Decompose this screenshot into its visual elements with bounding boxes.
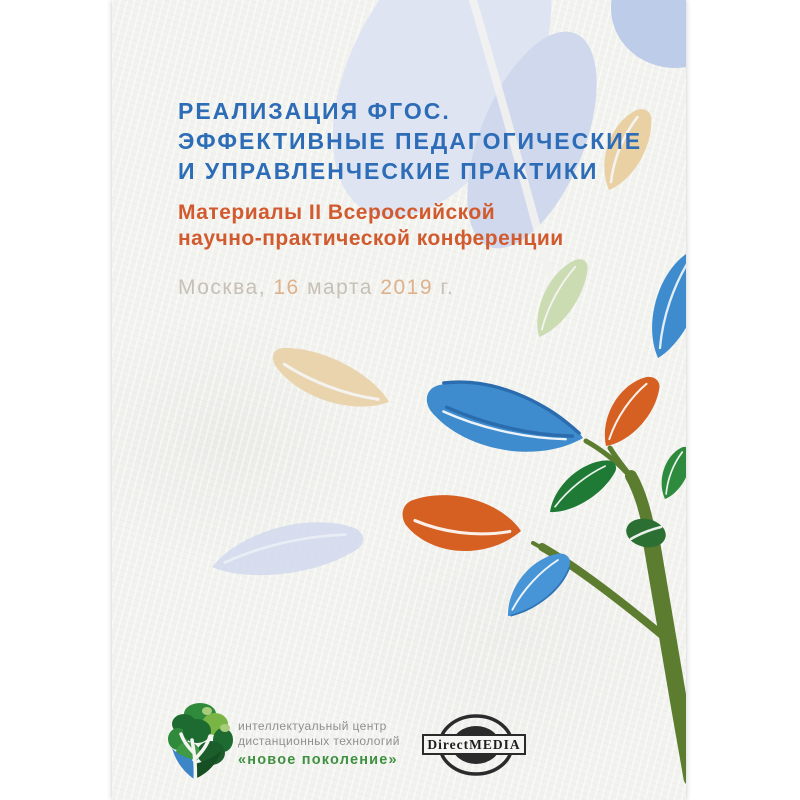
- date-day: 16: [273, 276, 300, 299]
- date-city: Москва,: [178, 276, 274, 299]
- subtitle-line-1: Материалы II Всероссийской: [178, 201, 496, 224]
- small-blue-leaf-icon: [494, 544, 580, 625]
- faint-periwinkle-leaf-low-icon: [208, 515, 367, 584]
- faint-tan-leaf-left-icon: [265, 334, 396, 427]
- big-blue-leaf-icon: [418, 366, 590, 475]
- publisher-line-2: дистанционных технологий: [238, 734, 400, 748]
- publisher-text-block: [238, 719, 400, 768]
- publisher-tree-logo-icon: [166, 700, 236, 792]
- date-month: марта: [299, 276, 381, 299]
- book-cover: [112, 0, 686, 800]
- title-line-1: РЕАЛИЗАЦИЯ ФГОС.: [178, 98, 451, 124]
- blue-leaf-right-edge-icon: [634, 244, 686, 364]
- orange-leaf-lower-icon: [396, 484, 525, 566]
- directmedia-logo: [414, 712, 538, 780]
- publisher-line-1: интеллектуальный центр: [238, 719, 387, 733]
- directmedia-label: DirectMEDIA: [422, 734, 526, 755]
- date-suffix: г.: [433, 276, 455, 299]
- dark-green-leaf-icon: [539, 452, 623, 521]
- orange-leaf-upper-icon: [588, 368, 670, 454]
- faint-corner-leaf-icon: [611, 0, 686, 68]
- book-title: [178, 96, 642, 186]
- edition-date-line: [178, 276, 454, 300]
- title-line-3: И УПРАВЛЕНЧЕСКИЕ ПРАКТИКИ: [178, 158, 599, 184]
- faint-green-leaf-icon: [522, 252, 599, 344]
- green-leaf-right-edge-icon: [651, 442, 686, 503]
- green-oval-leaf-icon: [624, 515, 669, 551]
- title-line-2: ЭФФЕКТИВНЫЕ ПЕДАГОГИЧЕСКИЕ: [178, 128, 643, 154]
- date-year: 2019: [380, 276, 434, 299]
- subtitle-line-2: научно-практической конференции: [178, 227, 564, 250]
- book-subtitle: [178, 200, 564, 252]
- publisher-brand: «новое поколение»: [238, 752, 398, 768]
